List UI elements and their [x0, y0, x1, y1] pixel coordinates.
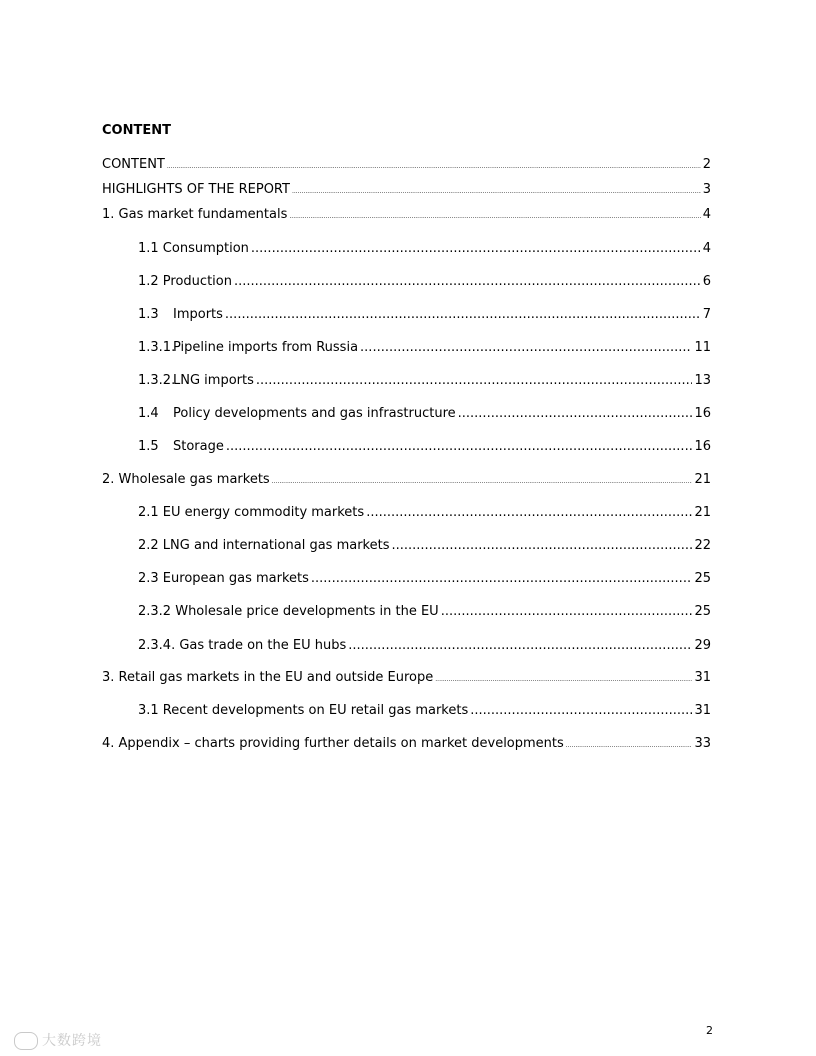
leader-dots	[391, 537, 692, 555]
toc-entry-label: HIGHLIGHTS OF THE REPORT	[102, 182, 290, 197]
leader-dots	[348, 637, 692, 655]
toc-entry-page: 33	[694, 736, 711, 751]
toc-entry-retail-developments[interactable]	[138, 702, 711, 720]
toc-entry-page: 16	[694, 406, 711, 421]
toc-entry-number: 1.4	[138, 406, 159, 421]
toc-entry-imports[interactable]	[138, 306, 711, 324]
toc-entry-label: 2.3.4. Gas trade on the EU hubs	[138, 638, 347, 653]
leader-dots	[311, 570, 693, 588]
toc-entry-gas-market-fundamentals[interactable]	[102, 206, 711, 226]
toc-entry-page: 11	[694, 340, 711, 355]
leader-dots	[366, 504, 692, 522]
toc-entry-label: 2.3 European gas markets	[138, 571, 309, 586]
toc-entry-content[interactable]	[102, 156, 711, 176]
leader-dots	[470, 702, 692, 720]
toc-entry-label: 3.1 Recent developments on EU retail gas markets	[138, 703, 469, 718]
toc-entry-label: Policy developments and gas infrastructure	[173, 406, 456, 421]
toc-entry-page: 21	[694, 505, 711, 520]
toc-entry-label: 1.1 Consumption	[138, 241, 249, 256]
leader-dots	[251, 240, 701, 258]
toc-entry-label: LNG imports	[173, 373, 254, 388]
toc-entry-page: 25	[694, 604, 711, 619]
toc-entry-label: 2.1 EU energy commodity markets	[138, 505, 365, 520]
leader-dots	[441, 603, 693, 621]
leader-dots	[256, 372, 693, 390]
leader-dots	[225, 306, 701, 324]
toc-entry-storage[interactable]	[138, 438, 711, 456]
toc-entry-wholesale-price[interactable]	[138, 603, 711, 621]
toc-entry-label: 1.2 Production	[138, 274, 232, 289]
toc-entry-label: 2.3.2 Wholesale price developments in the EU	[138, 604, 439, 619]
toc-entry-highlights[interactable]	[102, 181, 711, 201]
toc-entry-page: 22	[694, 538, 711, 553]
toc-entry-label: CONTENT	[102, 157, 165, 172]
toc-entry-page: 31	[694, 703, 711, 718]
leader-dots	[289, 208, 700, 226]
leader-dots	[458, 405, 693, 423]
toc-entry-label: Imports	[173, 307, 223, 322]
toc-entry-appendix[interactable]	[102, 735, 711, 755]
toc-entry-label: Storage	[173, 439, 224, 454]
toc-entry-lng-international[interactable]	[138, 537, 711, 555]
toc-entry-page: 7	[702, 307, 711, 322]
toc-entry-wholesale-gas-markets[interactable]	[102, 471, 711, 491]
leader-dots	[566, 737, 693, 755]
toc-entry-pipeline-imports[interactable]	[138, 339, 711, 357]
toc-entry-page: 29	[694, 638, 711, 653]
toc-entry-eu-energy-commodity[interactable]	[138, 504, 711, 522]
toc-entry-page: 4	[702, 207, 711, 222]
toc-entry-consumption[interactable]	[138, 240, 711, 258]
leader-dots	[226, 438, 693, 456]
watermark	[14, 1030, 102, 1050]
toc-entry-label: 2. Wholesale gas markets	[102, 472, 270, 487]
toc-entry-label: 4. Appendix – charts providing further details on market developments	[102, 736, 564, 751]
leader-dots	[360, 339, 692, 357]
toc-entry-page: 4	[702, 241, 711, 256]
toc-entry-number: 1.3.1.	[138, 340, 176, 355]
toc-entry-number: 1.3.2.	[138, 373, 176, 388]
watermark-logo-icon	[14, 1032, 38, 1050]
watermark-text: 大数跨境	[42, 1033, 102, 1049]
toc-entry-label: 3. Retail gas markets in the EU and outside Europe	[102, 670, 434, 685]
toc-entry-policy-developments[interactable]	[138, 405, 711, 423]
toc-entry-retail-gas-markets[interactable]	[102, 669, 711, 689]
toc-entry-page: 16	[694, 439, 711, 454]
leader-dots	[234, 273, 701, 291]
leader-dots	[435, 671, 692, 689]
toc-entry-page: 3	[702, 182, 711, 197]
toc-entry-european-gas-markets[interactable]	[138, 570, 711, 588]
toc-entry-gas-trade-hubs[interactable]	[138, 637, 711, 655]
toc-entry-label: Pipeline imports from Russia	[173, 340, 359, 355]
toc-entry-page: 31	[694, 670, 711, 685]
toc-entry-label: 1. Gas market fundamentals	[102, 207, 288, 222]
toc-entry-page: 6	[702, 274, 711, 289]
toc-entry-page: 2	[702, 157, 711, 172]
toc-entry-number: 1.3	[138, 307, 159, 322]
leader-dots	[272, 473, 693, 491]
toc-heading: CONTENT	[102, 123, 171, 138]
toc-entry-page: 13	[694, 373, 711, 388]
leader-dots	[292, 183, 701, 201]
toc-entry-page: 25	[694, 571, 711, 586]
toc-entry-page: 21	[694, 472, 711, 487]
toc-entry-production[interactable]	[138, 273, 711, 291]
page-number: 2	[706, 1024, 713, 1037]
toc-entry-number: 1.5	[138, 439, 159, 454]
toc-entry-label: 2.2 LNG and international gas markets	[138, 538, 390, 553]
toc-entry-lng-imports[interactable]	[138, 372, 711, 390]
leader-dots	[167, 158, 701, 176]
